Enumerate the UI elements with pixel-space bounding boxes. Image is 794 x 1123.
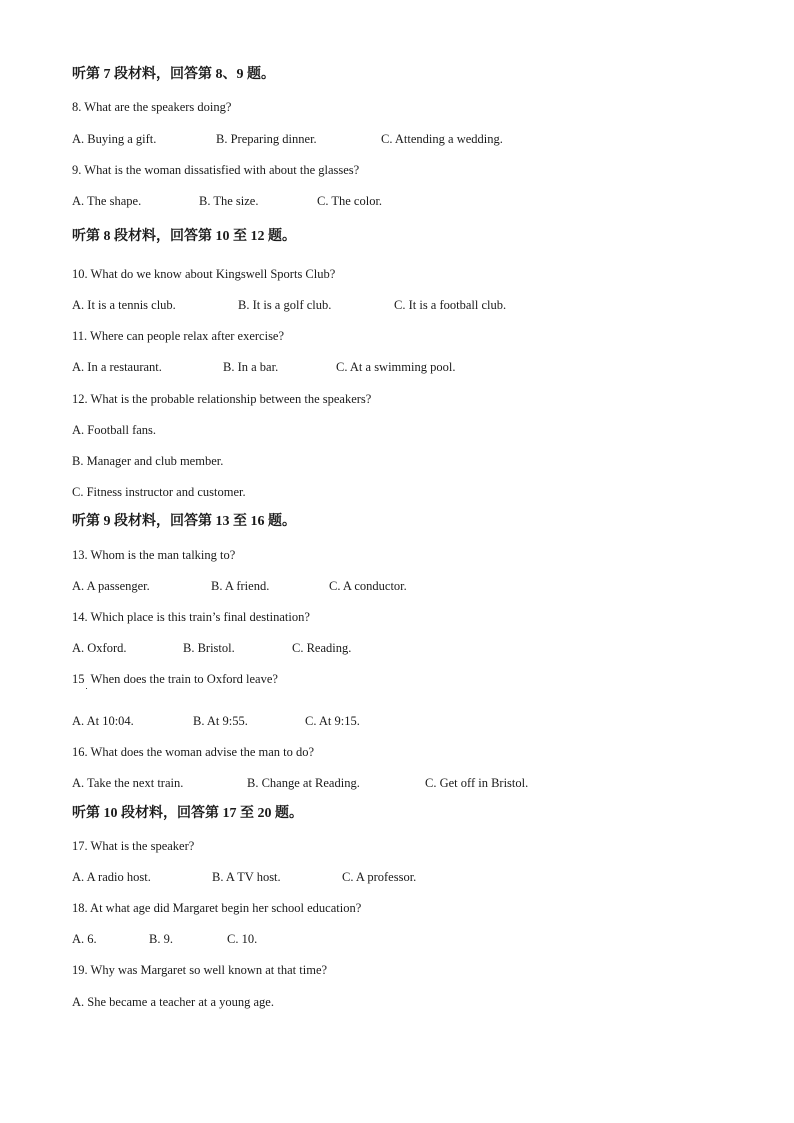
question-8: 8. What are the speakers doing? [72, 100, 232, 114]
section-header-7: 听第 7 段材料，回答第 8、9 题。 [72, 67, 275, 82]
q12-option-c: C. Fitness instructor and customer. [72, 485, 246, 499]
q11-option-a: A. In a restaurant. [72, 360, 162, 374]
q17-option-c: C. A professor. [342, 870, 417, 884]
q8-option-c: C. Attending a wedding. [381, 132, 503, 146]
q9-option-b: B. The size. [199, 194, 259, 208]
q8-option-b: B. Preparing dinner. [216, 132, 317, 146]
question-18: 18. At what age did Margaret begin her school education? [72, 901, 362, 915]
q14-option-c: C. Reading. [292, 641, 352, 655]
q8-option-a: A. Buying a gift. [72, 132, 157, 146]
q9-option-c: C. The color. [317, 194, 383, 208]
q14-option-a: A. Oxford. [72, 641, 127, 655]
q11-option-b: B. In a bar. [223, 360, 279, 374]
question-15: 15 When does the train to Oxford leave? [72, 672, 278, 686]
question-9: 9. What is the woman dissatisfied with about the glasses? [72, 163, 360, 177]
q17-option-b: B. A TV host. [212, 870, 281, 884]
q11-option-c: C. At a swimming pool. [336, 360, 456, 374]
q18-option-a: A. 6. [72, 932, 97, 946]
question-19: 19. Why was Margaret so well known at that time? [72, 963, 328, 977]
q16-option-b: B. Change at Reading. [247, 776, 360, 790]
question-17: 17. What is the speaker? [72, 839, 195, 853]
q15-option-a: A. At 10:04. [72, 714, 134, 728]
q15-option-c: C. At 9:15. [305, 714, 360, 728]
question-10: 10. What do we know about Kingswell Sports Club? [72, 267, 336, 281]
question-13: 13. Whom is the man talking to? [72, 548, 236, 562]
q14-option-b: B. Bristol. [183, 641, 235, 655]
section-header-10: 听第 10 段材料，回答第 17 至 20 题。 [72, 806, 303, 821]
question-16: 16. What does the woman advise the man to do? [72, 745, 315, 759]
q13-option-c: C. A conductor. [329, 579, 407, 593]
q13-option-a: A. A passenger. [72, 579, 150, 593]
q16-option-a: A. Take the next train. [72, 776, 184, 790]
q18-option-b: B. 9. [149, 932, 173, 946]
q13-option-b: B. A friend. [211, 579, 270, 593]
q12-option-a: A. Football fans. [72, 423, 157, 437]
q10-option-a: A. It is a tennis club. [72, 298, 176, 312]
q9-option-a: A. The shape. [72, 194, 142, 208]
q19-option-a: A. She became a teacher at a young age. [72, 995, 274, 1009]
stray-dot [86, 688, 87, 689]
question-11: 11. Where can people relax after exercise? [72, 329, 285, 343]
question-12: 12. What is the probable relationship between the speakers? [72, 392, 372, 406]
section-header-8: 听第 8 段材料，回答第 10 至 12 题。 [72, 229, 296, 244]
q18-option-c: C. 10. [227, 932, 258, 946]
section-header-9: 听第 9 段材料，回答第 13 至 16 题。 [72, 514, 296, 529]
q17-option-a: A. A radio host. [72, 870, 151, 884]
q12-option-b: B. Manager and club member. [72, 454, 224, 468]
question-14: 14. Which place is this train’s final destination? [72, 610, 310, 624]
q10-option-b: B. It is a golf club. [238, 298, 332, 312]
q10-option-c: C. It is a football club. [394, 298, 507, 312]
q15-option-b: B. At 9:55. [193, 714, 248, 728]
q16-option-c: C. Get off in Bristol. [425, 776, 529, 790]
